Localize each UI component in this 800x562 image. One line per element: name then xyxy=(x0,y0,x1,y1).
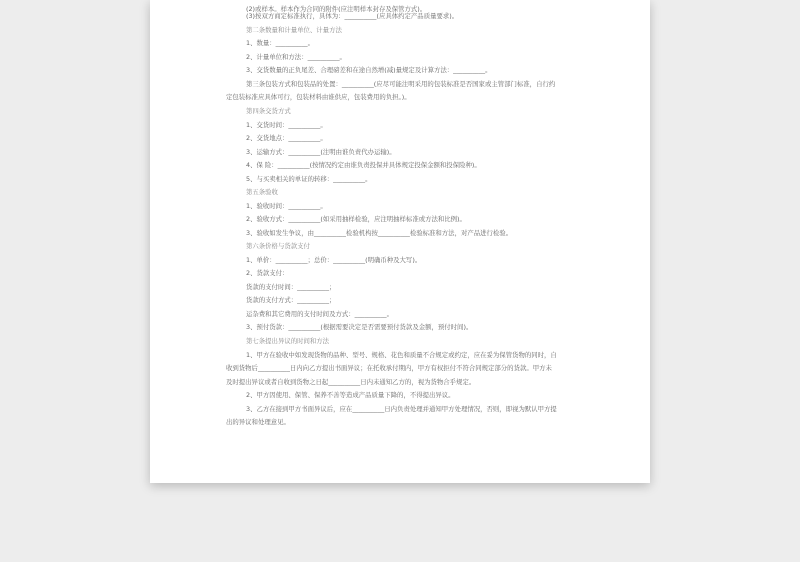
objection-line-2: 收到货物后__________日内向乙方提出书面异议；在托收承付期内，甲方有权拒付不符合同规定部分的货款。甲方未 xyxy=(226,364,552,372)
dispute-line: 3、验收如发生争议，由__________检验机构按__________检验标准和方法，对产品进行检验。 xyxy=(246,229,513,237)
inspection-method-line: 2、验收方式：__________(如采用抽样检验，应注明抽样标准或方法和比例)。 xyxy=(246,215,466,223)
article-5-heading: 第五条验收 xyxy=(246,188,278,196)
payment-time-line: 货款的支付时间：__________； xyxy=(246,283,336,291)
delivery-time-line: 1、交货时间：__________。 xyxy=(246,121,327,129)
packaging-line-2: 定包装标准应具体可行，包装材料由谁供应，包装费用的负担。)。 xyxy=(226,93,411,101)
insurance-line: 4、保 险：__________(按情况约定由谁负责投保并具体规定投保金额和投保险种)。 xyxy=(246,161,481,169)
payment-line: 2、货款支付： xyxy=(246,269,289,277)
objection-line-4: 2、甲方因使用、保管、保养不善等造成产品质量下降的，不得提出异议。 xyxy=(246,391,455,399)
objection-line-5: 3、乙方在接到甲方书面异议后，应在__________日内负责处理并通知甲方处理情况，否则，即视为默认甲方提 xyxy=(246,405,557,413)
document-page xyxy=(150,0,650,483)
objection-line-1: 1、甲方在验收中如发现货物的品种、型号、规格、花色和质量不合规定或约定，应在妥为保管货物的同时，自 xyxy=(246,351,557,359)
documents-transfer-line: 5、与买卖相关的单证的转移：__________。 xyxy=(246,175,372,183)
article-2-heading: 第二条数量和计量单位、计量方法 xyxy=(246,26,342,34)
article-4-heading: 第四条交货方式 xyxy=(246,107,291,115)
objection-line-6: 出的异议和处理意见。 xyxy=(226,418,290,426)
tolerance-line: 3、交货数量的正负尾差、合理磅差和在途自然增(减)量规定及计算方法：__________。 xyxy=(246,66,492,74)
sample-clause-line: (2)或样本。样本作为合同的附件(应注明样本封存及保管方式)。 xyxy=(246,5,427,13)
inspection-time-line: 1、验收时间：__________。 xyxy=(246,202,327,210)
quantity-line: 1、数量：__________。 xyxy=(246,39,314,47)
transport-line: 3、运输方式：__________(注明由谁负责代办运输)。 xyxy=(246,148,396,156)
article-6-heading: 第六条价格与货款支付 xyxy=(246,242,310,250)
article-7-heading: 第七条提出异议的时间和方法 xyxy=(246,337,330,345)
standard-clause-line: (3)按双方商定标准执行，具体为：__________(应具体约定产品质量要求)。 xyxy=(246,12,459,20)
freight-line: 运杂费和其它费用的支付时间及方式：__________。 xyxy=(246,310,393,318)
prepayment-line: 3、预付货款：__________(根据需要决定是否需要预付货款及金额，预付时间)。 xyxy=(246,323,473,331)
unit-method-line: 2、计量单位和方法：__________。 xyxy=(246,53,346,61)
payment-method-line: 货款的支付方式：__________； xyxy=(246,296,336,304)
delivery-place-line: 2、交货地点：__________。 xyxy=(246,134,327,142)
objection-line-3: 及时提出异议或者自收到货物之日起__________日内未通知乙方的，视为货物合乎规定。 xyxy=(226,378,476,386)
price-line: 1、单价：__________；总价：__________(明确币种及大写)。 xyxy=(246,256,422,264)
packaging-line-1: 第三条包装方式和包装品的处置：__________(应尽可能注明采用的包装标准是否国家或主管部门标准，自行约 xyxy=(246,80,556,88)
